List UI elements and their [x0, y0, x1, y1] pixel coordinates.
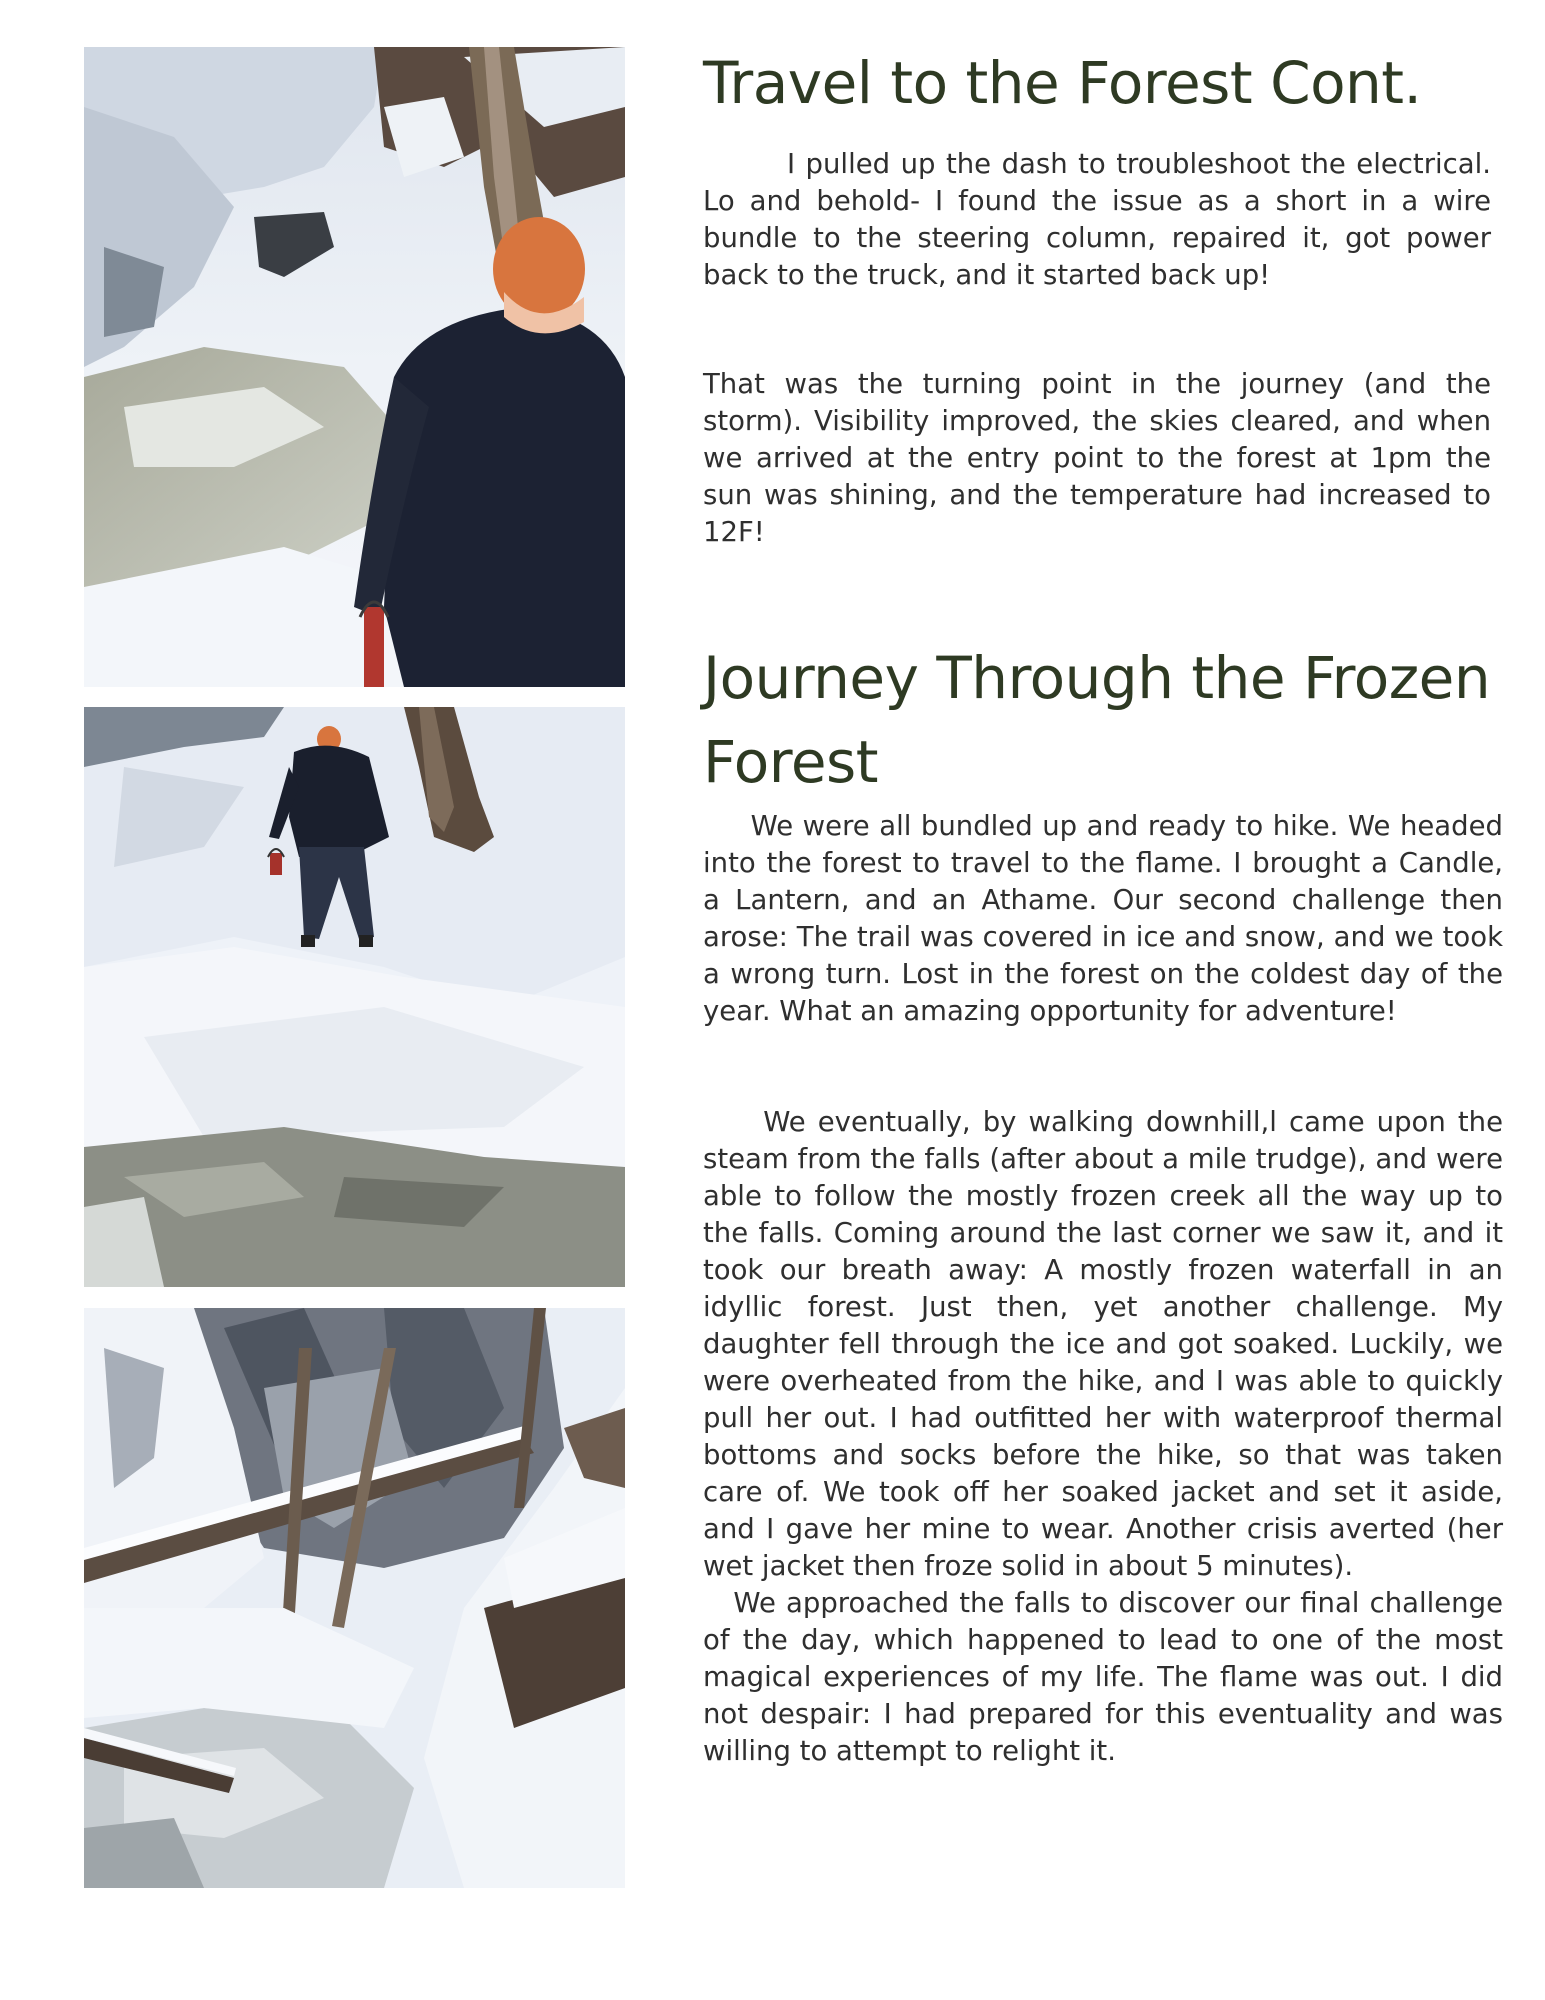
photo-hiker-on-snowy-trail: [84, 707, 625, 1287]
photo-man-by-frozen-creek: [84, 47, 625, 687]
photo-man-by-frozen-creek-drawing: [84, 47, 625, 687]
heading-journey-frozen-forest: Journey Through the Frozen Forest: [703, 644, 1491, 796]
heading-travel-to-forest: Travel to the Forest Cont.: [703, 49, 1422, 117]
photo-frozen-creek-forest-drawing: [84, 1308, 625, 1888]
photo-frozen-creek-forest: [84, 1308, 625, 1888]
paragraph-falls-and-flame: We eventually, by walking downhill,l came upon the steam from the falls (after about a mile trudge), and were able to follow the mostly frozen creek all the way up to the falls. Coming around the last corner we saw it, and it took our breath away: A mostly frozen waterfall in an idyllic forest. Just then, yet another challenge. My daughter fell through the ice and got soaked. Luckily, we were overheated from the hike, and I was able to quickly pull her out. I had outfitted her with waterproof thermal bottoms and socks before the hike, so that was taken care of. We took off her soaked jacket and set it aside, and I gave her mine to wear. Another crisis averted (her wet jacket then froze solid in about 5 minutes). We approached the falls to discover our final challenge of the day, which happened to lead to one of the most magical experiences of my life. The flame was out. I did not despair: I had prepared for this eventuality and was willing to attempt to relight it.: [703, 1106, 1503, 1767]
paragraph-bundled-up: We were all bundled up and ready to hike. We headed into the forest to travel to the flame. I brought a Candle, a Lantern, and an Athame. Our second challenge then arose: The trail was covered in ice and snow, and we took a wrong turn. Lost in the forest on the coldest day of the year. What an amazing opportunity for adventure!: [703, 810, 1503, 1027]
paragraph-dash-repair: I pulled up the dash to troubleshoot the electrical. Lo and behold- I found the issue as a short in a wire bundle to the steering column, repaired it, got power back to the truck, and it started back up!: [703, 148, 1491, 291]
paragraph-turning-point: That was the turning point in the journey (and the storm). Visibility improved, the skies cleared, and when we arrived at the entry point to the forest at 1pm the sun was shining, and the temperature had increased to 12F!: [703, 368, 1491, 548]
photo-hiker-on-snowy-trail-drawing: [84, 707, 625, 1287]
